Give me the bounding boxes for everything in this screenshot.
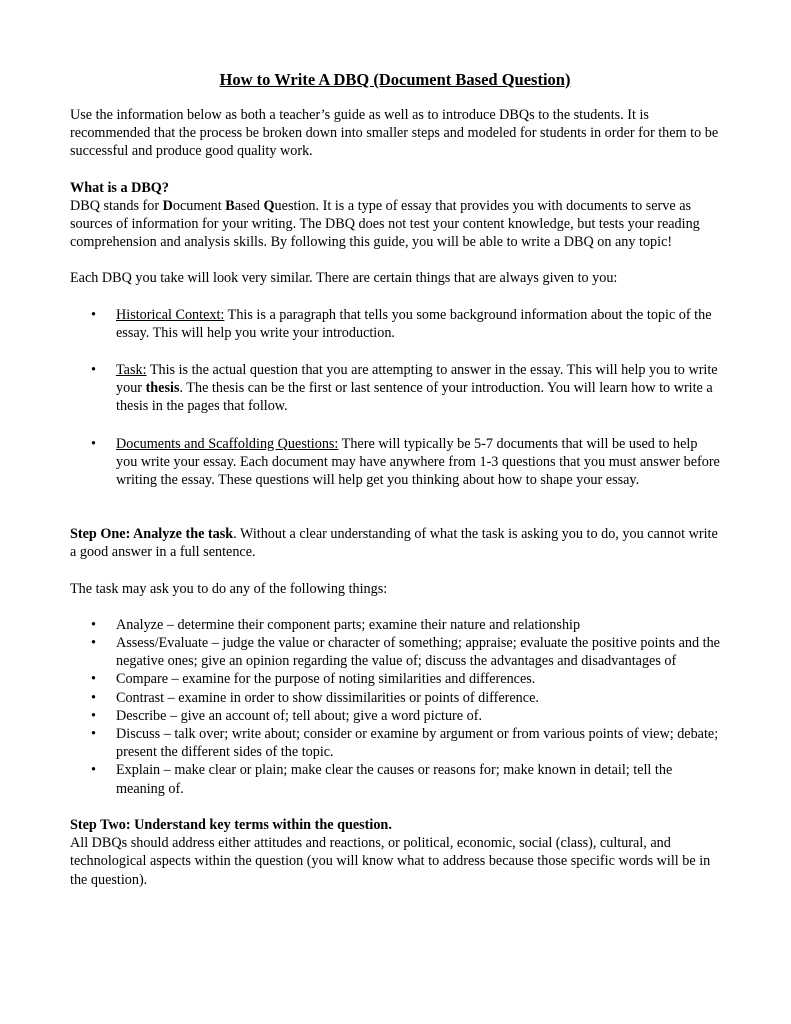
document-title: How to Write A DBQ (Document Based Question) <box>219 70 571 89</box>
documents-label: Documents and Scaffolding Questions: <box>116 435 339 452</box>
letter-q: Q <box>263 197 275 214</box>
what-is-dbq-heading: What is a DBQ? <box>70 179 169 196</box>
task-label: Task: <box>116 362 147 379</box>
what-is-dbq-paragraph <box>70 197 720 252</box>
list-item-historical-context <box>70 306 720 342</box>
task-text-b: . The thesis can be the first or last sentence of your introduction. You will learn how to write a thesis in the pages that follow. <box>116 380 713 415</box>
task-terms-list <box>70 616 720 798</box>
historical-context-label: Historical Context: <box>116 306 225 323</box>
list-item-documents <box>70 435 720 490</box>
list-item: • Analyze – determine their component parts; examine their nature and relationship <box>70 616 720 634</box>
list-item: • Explain – make clear or plain; make clear the causes or reasons for; make known in detail; tell the meaning of. <box>70 761 720 797</box>
given-intro-paragraph: Each DBQ you take will look very similar. There are certain things that are always given to you: <box>70 270 618 287</box>
word-document-rest: ocument <box>172 197 226 214</box>
list-item-task <box>70 361 720 416</box>
thesis-term: thesis <box>145 380 180 397</box>
what-is-text-start: DBQ stands for <box>70 197 163 214</box>
step-one-heading: Step One: Analyze the task <box>70 526 234 543</box>
step-two-paragraph: All DBQs should address either attitudes and reactions, or political, economic, social (class), cultural, and technological aspects within the question (you will know what to address because those specific words will be in the question). <box>70 835 711 888</box>
task-intro-paragraph: The task may ask you to do any of the following things: <box>70 580 388 597</box>
list-item: • Contrast – examine in order to show dissimilarities or points of difference. <box>70 689 720 707</box>
word-based-rest: ased <box>234 197 264 214</box>
task-text-a: This is the actual question that you are attempting to answer in the essay. This will help you to write your <box>116 362 718 397</box>
document-page <box>70 70 720 889</box>
step-one-text: . Without a clear understanding of what the task is asking you to do, you cannot write a good answer in a full sentence. <box>70 526 718 561</box>
intro-paragraph: Use the information below as both a teacher’s guide as well as to introduce DBQs to the students. It is recommended that the process be broken down into smaller steps and modeled for students in order for them to be successful and produce good quality work. <box>70 107 719 160</box>
step-one-paragraph <box>70 525 720 561</box>
list-item: • Describe – give an account of; tell about; give a word picture of. <box>70 707 720 725</box>
letter-d: D <box>162 197 173 214</box>
letter-b: B <box>225 197 235 214</box>
list-item: • Assess/Evaluate – judge the value or character of something; appraise; evaluate the positive points and the negative ones; give an opinion regarding the value of; discuss the advantages and disadvantages of <box>70 634 720 670</box>
list-item: • Discuss – talk over; write about; consider or examine by argument or from various points of view; debate; present the different sides of the topic. <box>70 725 720 761</box>
list-item: • Compare – examine for the purpose of noting similarities and differences. <box>70 670 720 688</box>
what-is-text-end: uestion. It is a type of essay that provides you with documents to serve as sources of information for your writing. The DBQ does not test your content knowledge, but tests your reading comprehension and analysis skills. By following this guide, you will be able to write a DBQ on any topic! <box>70 197 700 251</box>
step-two-heading: Step Two: Understand key terms within the question. <box>70 816 392 833</box>
documents-text: There will typically be 5-7 documents that will be used to help you write your essay. Each document may have anywhere from 1-3 questions that you must answer before writing the essay. These questions will help get you thinking about how to shape your essay. <box>116 435 720 489</box>
given-items-list <box>70 306 720 490</box>
historical-context-text: This is a paragraph that tells you some background information about the topic of the essay. This will help you write your introduction. <box>116 306 712 341</box>
